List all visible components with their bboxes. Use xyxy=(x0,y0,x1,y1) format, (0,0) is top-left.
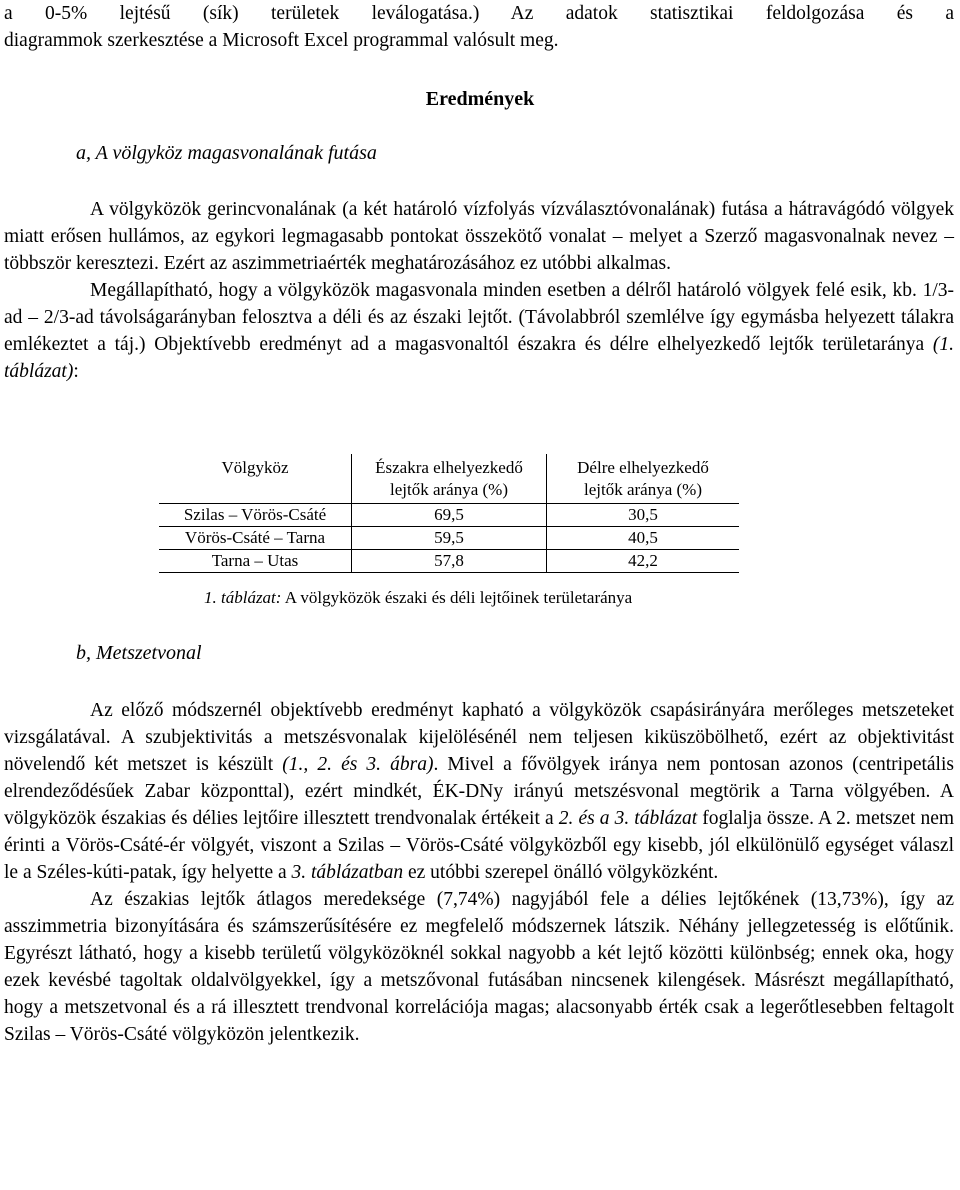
header-north-line1: Északra elhelyezkedő xyxy=(375,458,523,477)
intro-line-1: a 0-5% lejtésű (sík) területek leválogatása.) Az adatok statisztikai feldolgozása és a xyxy=(4,3,954,24)
slope-ratio-table xyxy=(159,454,739,573)
table-cell-name: Tarna – Utas xyxy=(159,550,352,573)
subsection-b-title: b, Metszetvonal xyxy=(76,642,202,664)
table-header-cell xyxy=(547,454,740,504)
intro-line-2: diagrammok szerkesztése a Microsoft Excel programmal valósult meg. xyxy=(4,30,559,51)
table-cell-north: 57,8 xyxy=(352,550,547,573)
header-south-line2: lejtők aránya (%) xyxy=(584,480,702,499)
section-a-paragraph-2-text: Megállapítható, hogy a völgyközök magasvonala minden esetben a délről határoló völgyek felé esik, kb. 1/3-ad – 2/3-ad távolságarányban felosztva a déli és az északi lejtőt. (Távolabbról szemlélve így egymásba helyezett tálakra emlékeztet a táj.) Objektívebb eredményt ad a magasvonaltól északra és délre elhelyezkedő lejtők területaránya xyxy=(4,280,954,355)
header-south-line1: Délre elhelyezkedő xyxy=(577,458,709,477)
table-1-reference: (1. táblázat) xyxy=(4,334,955,382)
table-cell-south: 30,5 xyxy=(547,504,740,527)
section-a-paragraph-2-end: : xyxy=(73,361,79,382)
subsection-a-title: a, A völgyköz magasvonalának futása xyxy=(76,142,377,164)
section-b-body xyxy=(4,697,954,1048)
section-a-body xyxy=(4,196,954,385)
table-cell-name: Vörös-Csáté – Tarna xyxy=(159,527,352,550)
table-2-3-reference: 2. és a 3. táblázat xyxy=(558,808,698,829)
table-row xyxy=(159,550,739,573)
figure-reference: (1., 2. és 3. ábra) xyxy=(282,754,434,775)
table-header-cell xyxy=(159,454,352,504)
table-cell-south: 40,5 xyxy=(547,527,740,550)
table-row xyxy=(159,504,739,527)
table-row xyxy=(159,527,739,550)
table-cell-north: 69,5 xyxy=(352,504,547,527)
table-header-cell xyxy=(352,454,547,504)
table-cell-name: Szilas – Vörös-Csáté xyxy=(159,504,352,527)
section-a-paragraph-2 xyxy=(4,277,954,385)
table-caption-text: A völgyközök északi és déli lejtőinek területaránya xyxy=(281,588,633,607)
section-heading: Eredmények xyxy=(425,88,535,110)
table-3-reference: 3. táblázatban xyxy=(291,862,404,883)
table-header-row xyxy=(159,454,739,504)
table-caption-label: 1. táblázat: xyxy=(204,588,282,607)
section-b-p1-part-a: Az előző módszernél objektívebb eredményt kapható a völgyközök csapásirányára merőleges metszeteket vizsgálatával. A szubjektivitás a metszésvonalak kijelölésénél nem teljesen kiküszöbölhető, ezért az objektivitást növelendő két metszet is készült xyxy=(4,700,954,775)
section-b-p1-part-d: ez utóbbi szerepel önálló völgyközként. xyxy=(403,862,719,883)
section-b-p1-part-c: foglalja össze. A 2. metszet nem érinti a Vörös-Csáté-ér völgyét, viszont a Szilas – Vörös-Csáté völgyközből egy kisebb, jól elkülönülő egységet válaszl le a Széles-kúti-patak, így helyette a xyxy=(4,808,955,883)
header-north-line2: lejtők aránya (%) xyxy=(390,480,508,499)
table-caption xyxy=(204,587,632,609)
table-cell-north: 59,5 xyxy=(352,527,547,550)
header-valleyridge: Völgyköz xyxy=(221,458,289,477)
section-b-paragraph-1 xyxy=(4,697,954,886)
section-b-p1-part-b: . Mivel a fővölgyek iránya nem pontosan azonos (centripetális elrendeződésűek Zabar központtal), ezért mindkét, ÉK-DNy irányú metszésvonal megtörik a Tarna völgyében. A völgyközök északias és délies lejtőire illesztett trendvonalak értékeit a xyxy=(4,754,954,829)
section-b-paragraph-2: Az északias lejtők átlagos meredeksége (7,74%) nagyjából fele a délies lejtőkének (13,73%), így az asszimmetria bizonyítására és számszerűsítésére ez megfelelő módszernek látszik. Néhány jellegzetesség is előtűnik. Egyrészt látható, hogy a kisebb területű völgyközöknél sokkal nagyobb a két lejtő közötti különbség; ennek oka, hogy ezek kevésbé tagoltak oldalvölgyekkel, így a metszővonal futásában nincsenek kilengések. Másrészt megállapítható, hogy a metszetvonal és a rá illesztett trendvonal korrelációja magas; alacsonyabb érték csak a legerőtlesebben feltagolt Szilas – Vörös-Csáté völgyközön jelentkezik. xyxy=(4,889,954,1045)
table-cell-south: 42,2 xyxy=(547,550,740,573)
section-a-paragraph-1: A völgyközök gerincvonalának (a két határoló vízfolyás vízválasztóvonalának) futása a hátravágódó völgyek miatt erősen hullámos, az egykori legmagasabb pontokat összekötő vonalat – melyet a Szerző magasvonalnak nevez – többször keresztezi. Ezért az aszimmetriaérték meghatározásához ez utóbbi alkalmas. xyxy=(4,199,954,274)
